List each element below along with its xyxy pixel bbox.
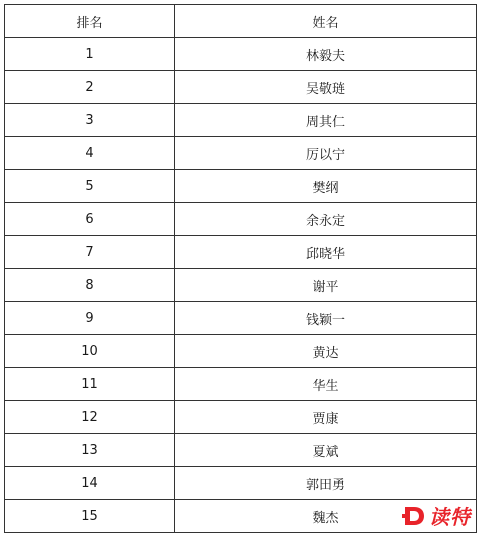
rank-cell: 2 — [5, 71, 175, 104]
table-row — [5, 104, 477, 137]
table-header-row — [5, 5, 477, 38]
table-row — [5, 137, 477, 170]
name-cell: 余永定 — [175, 203, 477, 236]
name-cell: 吴敬琏 — [175, 71, 477, 104]
rank-cell: 5 — [5, 170, 175, 203]
table-row — [5, 38, 477, 71]
name-cell: 郭田勇 — [175, 467, 477, 500]
name-cell: 厉以宁 — [175, 137, 477, 170]
name-cell: 周其仁 — [175, 104, 477, 137]
rank-cell: 3 — [5, 104, 175, 137]
table-row — [5, 236, 477, 269]
table-row — [5, 302, 477, 335]
name-column-header: 姓名 — [175, 5, 477, 38]
watermark — [399, 500, 474, 531]
table-row — [5, 368, 477, 401]
table-row — [5, 335, 477, 368]
name-cell: 魏杰 — [175, 500, 477, 533]
rank-cell: 15 — [5, 500, 175, 533]
watermark-text: 读特 — [429, 505, 471, 529]
name-cell: 钱颖一 — [175, 302, 477, 335]
name-cell: 夏斌 — [175, 434, 477, 467]
table-row — [5, 434, 477, 467]
rank-cell: 8 — [5, 269, 175, 302]
name-cell: 华生 — [175, 368, 477, 401]
d-logo-icon — [402, 505, 426, 527]
rank-cell: 7 — [5, 236, 175, 269]
table-row — [5, 203, 477, 236]
rank-cell: 14 — [5, 467, 175, 500]
table-row — [5, 467, 477, 500]
rank-cell: 13 — [5, 434, 175, 467]
name-cell: 谢平 — [175, 269, 477, 302]
name-cell: 林毅夫 — [175, 38, 477, 71]
table-row — [5, 71, 477, 104]
rank-cell: 11 — [5, 368, 175, 401]
rank-cell: 6 — [5, 203, 175, 236]
table-row — [5, 401, 477, 434]
rank-cell: 10 — [5, 335, 175, 368]
name-cell: 邱晓华 — [175, 236, 477, 269]
name-cell: 贾康 — [175, 401, 477, 434]
name-cell: 樊纲 — [175, 170, 477, 203]
ranking-table — [4, 4, 477, 533]
rank-cell: 12 — [5, 401, 175, 434]
table-row — [5, 170, 477, 203]
table-row — [5, 269, 477, 302]
rank-column-header: 排名 — [5, 5, 175, 38]
rank-cell: 1 — [5, 38, 175, 71]
name-cell: 黄达 — [175, 335, 477, 368]
rank-cell: 4 — [5, 137, 175, 170]
rank-cell: 9 — [5, 302, 175, 335]
